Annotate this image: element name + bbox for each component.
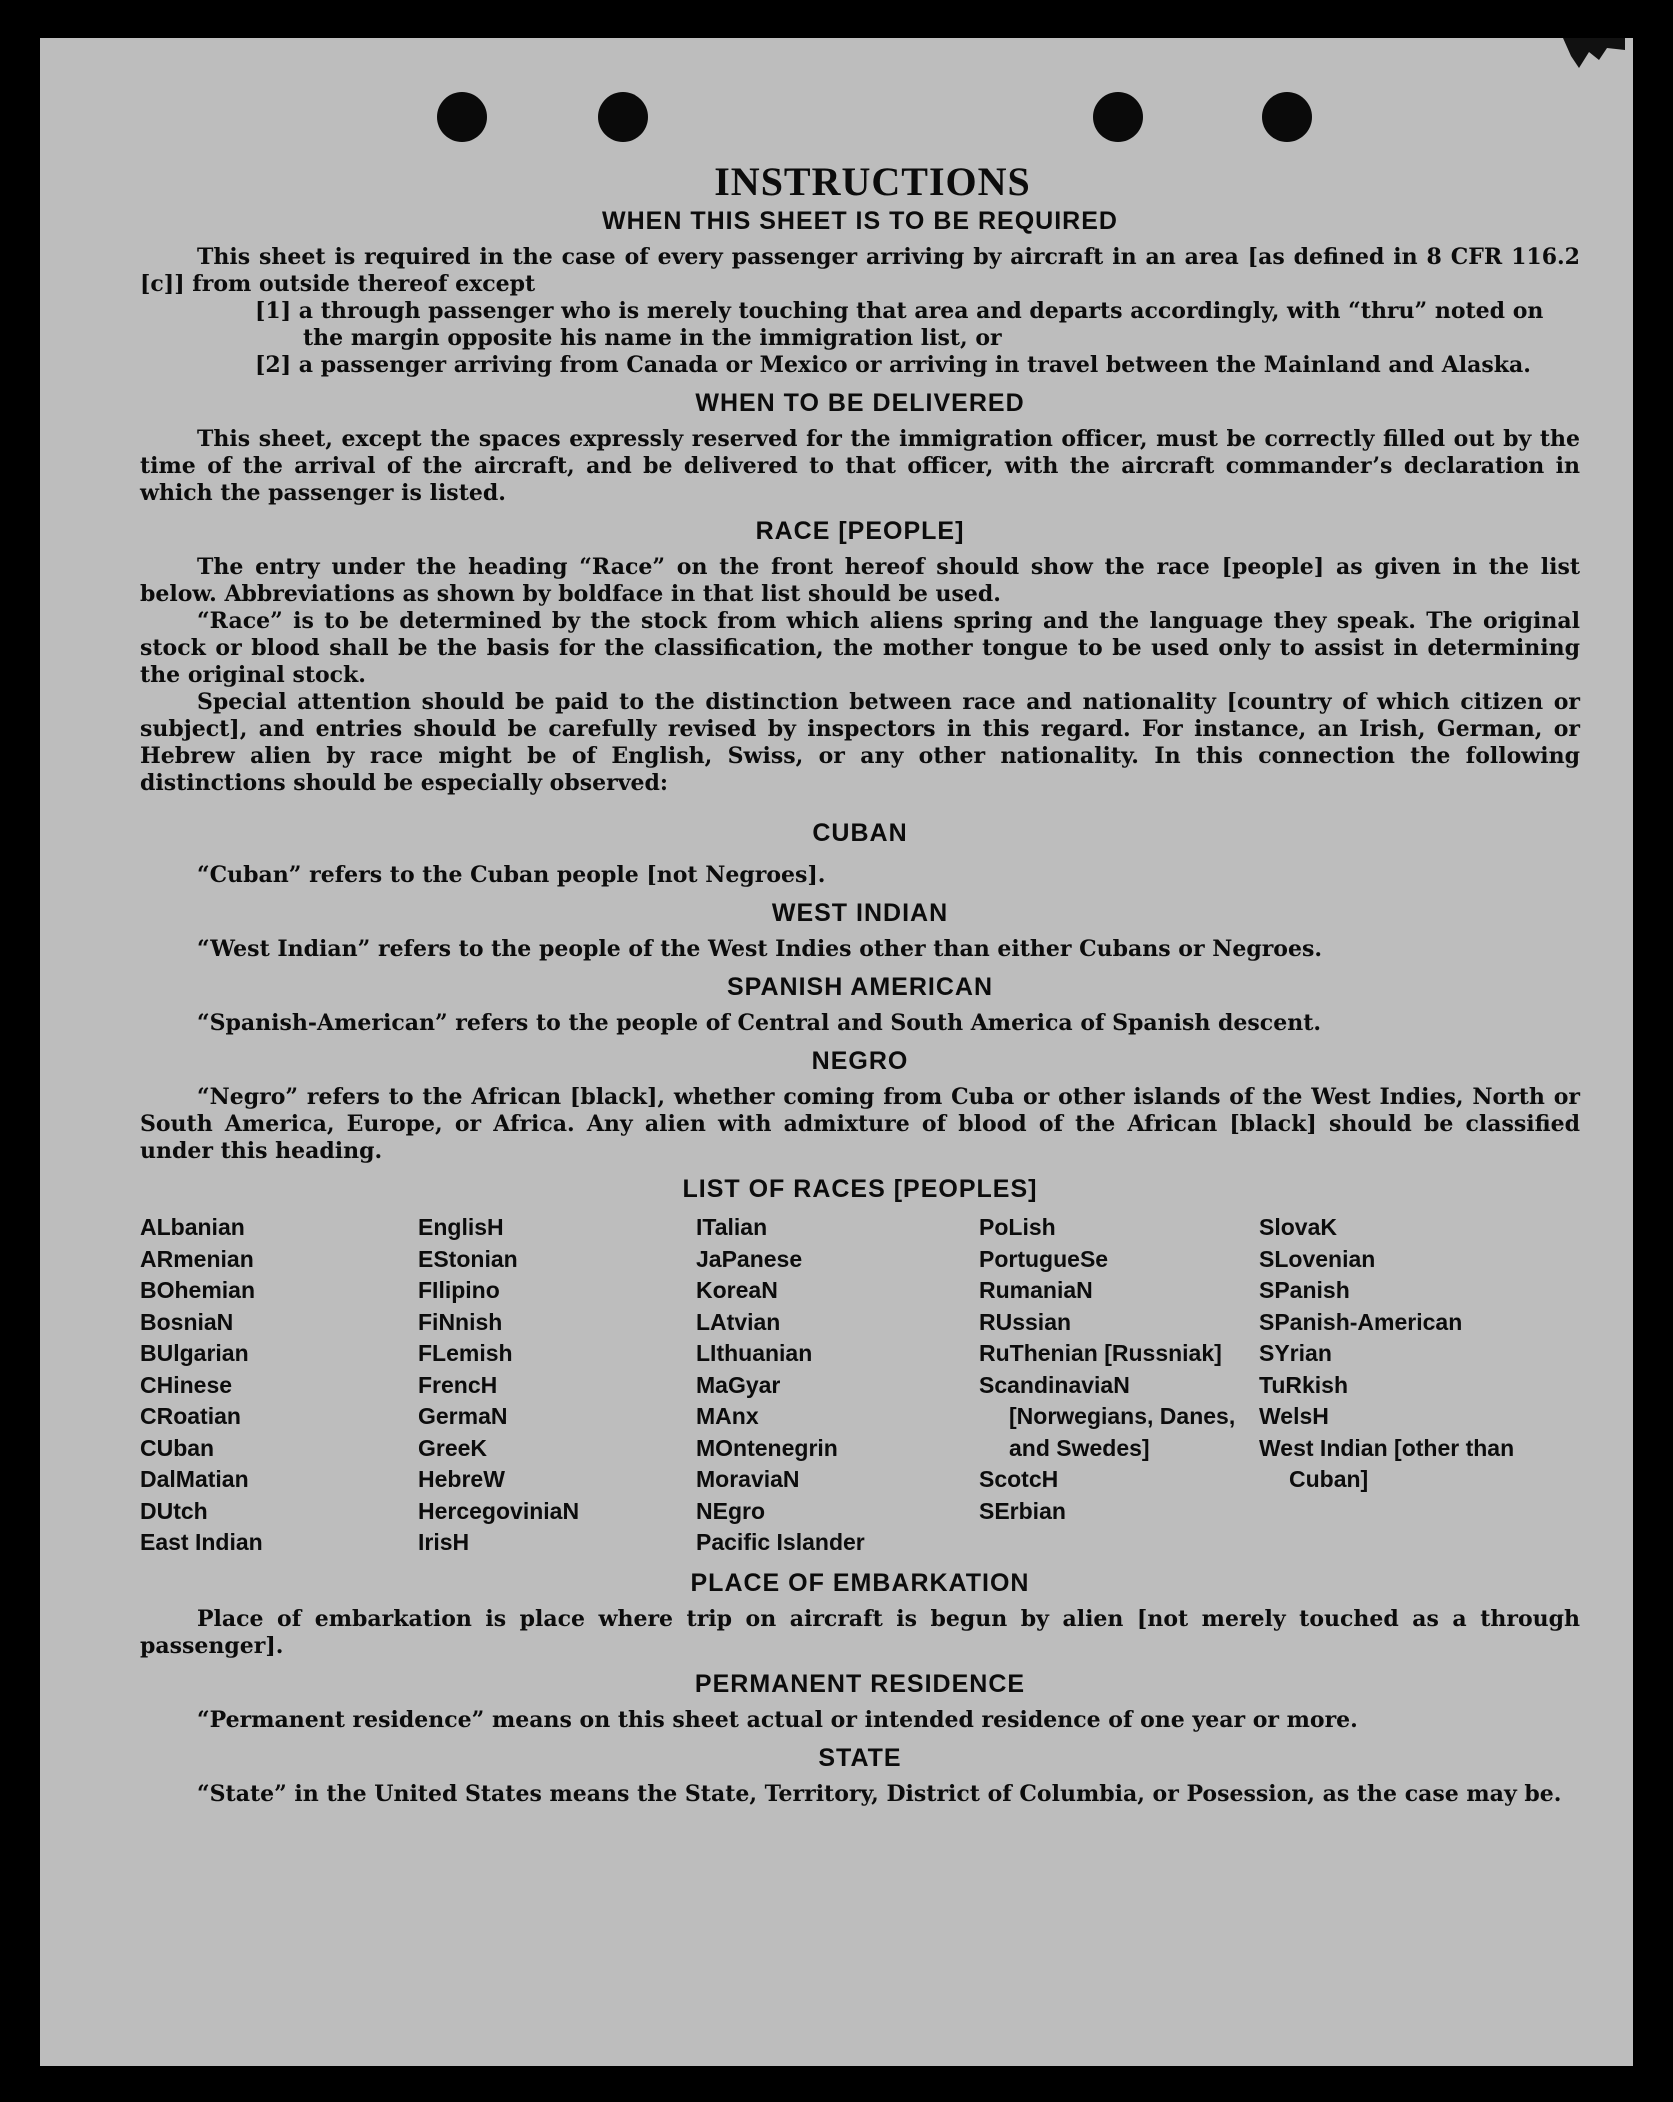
paragraph: “Cuban” refers to the Cuban people [not Negroes]. <box>197 862 826 888</box>
section-heading: RACE [PEOPLE] <box>755 517 965 545</box>
section-heading: SPANISH AMERICAN <box>726 973 993 1001</box>
race-entry: SlovaK <box>1259 1214 1337 1240</box>
section-heading: PLACE OF EMBARKATION <box>690 1568 1030 1597</box>
instructions-content <box>140 158 1580 1808</box>
race-column <box>1259 1212 1559 1559</box>
race-entry: Pacific Islander <box>696 1529 865 1555</box>
race-entry: PoLish <box>979 1214 1056 1240</box>
race-entry: MoraviaN <box>696 1466 800 1492</box>
race-entry: FLemish <box>418 1340 513 1366</box>
race-entry: RumaniaN <box>979 1277 1093 1303</box>
race-list <box>140 1212 1580 1559</box>
document-sheet <box>40 38 1633 2066</box>
race-entry: SYrian <box>1259 1340 1332 1366</box>
race-entry: ARmenian <box>140 1245 254 1272</box>
race-column <box>418 1212 696 1559</box>
race-entry: FiNnish <box>418 1308 503 1335</box>
race-entry: ScandinaviaN [Norwegians, Danes, and Swedes] <box>979 1371 1236 1461</box>
race-entry: BosniaN <box>140 1308 234 1335</box>
race-entry: HercegoviniaN <box>418 1497 580 1524</box>
race-entry: JaPanese <box>696 1245 803 1272</box>
race-entry: HebreW <box>418 1466 505 1492</box>
list-item: [2] a passenger arriving from Canada or Mexico or arriving in travel between the Mainland and Alaska. <box>255 352 1531 378</box>
race-entry: ITalian <box>696 1214 768 1240</box>
race-entry: EStonian <box>418 1245 518 1272</box>
paragraph: “Race” is to be determined by the stock from which aliens spring and the language they speak. The original stock or blood shall be the basis for the classification, the mother tongue to be used only to assist in determining the original stock. <box>140 608 1580 688</box>
race-entry: DUtch <box>140 1497 208 1524</box>
race-entry: FIlipino <box>418 1277 500 1303</box>
paragraph: This sheet, except the spaces expressly reserved for the immigration officer, must be correctly filled out by the time of the arrival of the aircraft, and be delivered to that officer, with the aircraft commander’s declaration in which the passenger is listed. <box>140 426 1580 506</box>
section-heading: NEGRO <box>811 1047 909 1075</box>
paragraph: The entry under the heading “Race” on the front hereof should show the race [people] as given in the list below. Abbreviations as shown by boldface in that list should be used. <box>140 554 1580 607</box>
race-entry: WelsH <box>1259 1403 1329 1429</box>
punch-hole <box>437 92 487 142</box>
race-entry: RuThenian [Russniak] <box>979 1340 1222 1366</box>
race-entry: LAtvian <box>696 1308 781 1335</box>
race-entry: ScotcH <box>979 1466 1059 1492</box>
paragraph: “Negro” refers to the African [black], whether coming from Cuba or other islands of the West Indies, North or South America, Europe, or Africa. Any alien with admixture of blood of the African [black] should be classified under this heading. <box>140 1084 1580 1164</box>
paragraph: Special attention should be paid to the distinction between race and nationality [country of which citizen or subject], and entries should be carefully revised by inspectors in this regard. For instance, an Irish, German, or Hebrew alien by race might be of English, Swiss, or any other nationality. In this connection the following distinctions should be especially observed: <box>140 689 1580 796</box>
race-column <box>979 1212 1259 1559</box>
race-entry: SPanish-American <box>1259 1308 1463 1335</box>
race-entry: RUssian <box>979 1308 1072 1335</box>
race-entry: SLovenian <box>1259 1245 1376 1272</box>
list-item: [1] a through passenger who is merely touching that area and departs accordingly, with “thru” noted on the margin opposite his name in the immigration list, or <box>255 298 1544 351</box>
race-entry: MAnx <box>696 1403 759 1429</box>
torn-corner-mark <box>1555 38 1625 78</box>
section-heading: CUBAN <box>812 819 908 847</box>
race-entry: BOhemian <box>140 1277 256 1303</box>
race-entry: ALbanian <box>140 1214 245 1240</box>
race-entry: SErbian <box>979 1497 1066 1524</box>
section-heading: WEST INDIAN <box>771 899 949 927</box>
race-entry: NEgro <box>696 1497 765 1524</box>
race-entry: KoreaN <box>696 1277 778 1303</box>
section-heading: WHEN TO BE DELIVERED <box>695 389 1025 417</box>
paragraph: “Spanish-American” refers to the people of Central and South America of Spanish descent. <box>197 1010 1322 1036</box>
race-entry: CHinese <box>140 1371 233 1398</box>
punch-hole <box>598 92 648 142</box>
section-heading: WHEN THIS SHEET IS TO BE REQUIRED <box>602 207 1118 235</box>
race-entry: FrencH <box>418 1371 498 1398</box>
race-column <box>696 1212 979 1559</box>
race-entry: West Indian [other than Cuban] <box>1259 1434 1515 1492</box>
section-heading: PERMANENT RESIDENCE <box>694 1669 1026 1698</box>
race-entry: East Indian <box>140 1529 263 1555</box>
race-entry: BUlgarian <box>140 1340 249 1366</box>
section-heading: STATE <box>818 1743 902 1772</box>
paragraph: “Permanent residence” means on this sheet actual or intended residence of one year or more. <box>197 1706 1358 1733</box>
race-entry: EnglisH <box>418 1214 504 1240</box>
paragraph: This sheet is required in the case of every passenger arriving by aircraft in an area [as defined in 8 CFR 116.2 [c]] from outside thereof except <box>140 244 1580 297</box>
race-entry: MOntenegrin <box>696 1434 838 1461</box>
race-column <box>140 1212 418 1559</box>
race-entry: GermaN <box>418 1403 508 1429</box>
race-entry: TuRkish <box>1259 1371 1349 1398</box>
punch-hole <box>1093 92 1143 142</box>
race-entry: DalMatian <box>140 1466 249 1492</box>
paragraph: Place of embarkation is place where trip on aircraft is begun by alien [not merely touched as a through passenger]. <box>140 1605 1580 1659</box>
races-heading: LIST OF RACES [PEOPLES] <box>682 1175 1038 1203</box>
race-entry: GreeK <box>418 1434 488 1461</box>
race-entry: CRoatian <box>140 1403 241 1429</box>
race-entry: CUban <box>140 1434 215 1461</box>
punch-hole <box>1262 92 1312 142</box>
race-entry: IrisH <box>418 1529 470 1555</box>
paragraph: “West Indian” refers to the people of the West Indies other than either Cubans or Negroes. <box>197 936 1323 962</box>
paragraph: “State” in the United States means the State, Territory, District of Columbia, or Posession, as the case may be. <box>197 1780 1562 1807</box>
race-entry: SPanish <box>1259 1277 1350 1303</box>
race-entry: PortugueSe <box>979 1245 1109 1272</box>
page-title: INSTRUCTIONS <box>714 159 1031 204</box>
race-entry: MaGyar <box>696 1371 781 1398</box>
race-entry: LIthuanian <box>696 1340 813 1366</box>
